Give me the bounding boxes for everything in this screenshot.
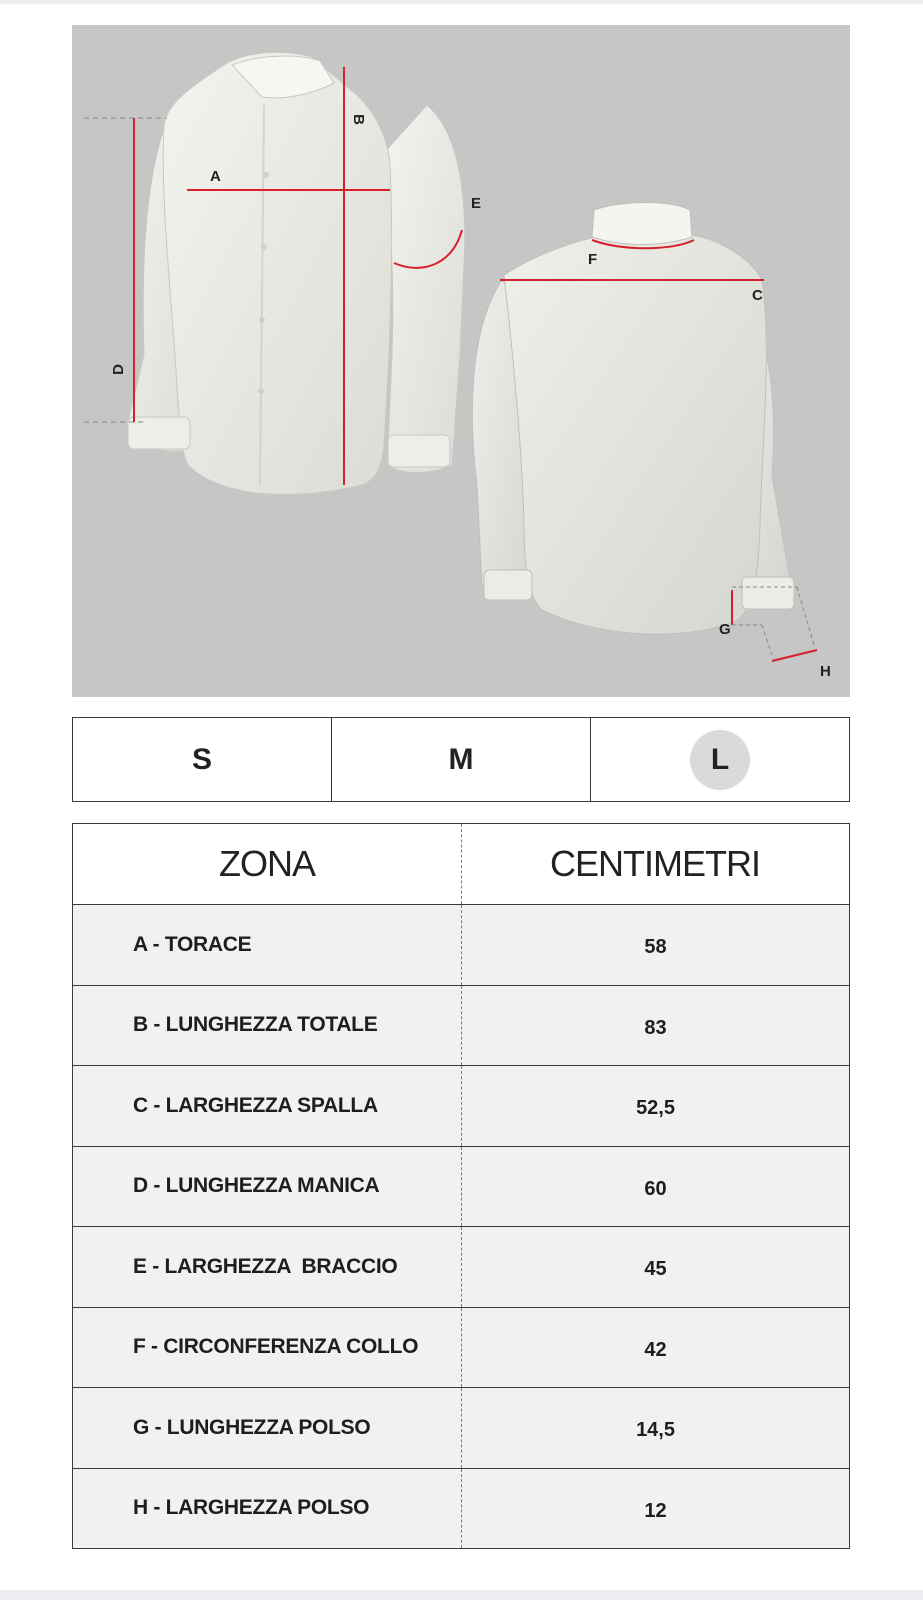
zone-value: 12	[644, 1499, 667, 1522]
column-divider	[461, 1227, 462, 1307]
zone-value: 45	[644, 1258, 667, 1281]
zone-value: 60	[644, 1177, 667, 1200]
column-divider	[461, 986, 462, 1066]
zone-name: H - LARGHEZZA POLSO	[133, 1496, 370, 1520]
column-divider	[461, 824, 462, 904]
table-row	[73, 1227, 849, 1308]
zone-value: 58	[644, 936, 667, 959]
table-row	[73, 1308, 849, 1389]
table-row	[73, 1066, 849, 1147]
size-table	[72, 823, 850, 1549]
label-g: G	[719, 621, 731, 638]
table-row	[73, 1147, 849, 1228]
zone-name: C - LARGHEZZA SPALLA	[133, 1093, 378, 1117]
label-h: H	[820, 663, 831, 680]
zone-value: 52,5	[636, 1097, 675, 1120]
size-option-s[interactable]	[73, 718, 332, 801]
column-divider	[461, 1147, 462, 1227]
size-option-l-label: L	[690, 730, 750, 790]
label-e: E	[471, 195, 482, 212]
zone-value: 83	[644, 1016, 667, 1039]
size-option-m[interactable]	[332, 718, 591, 801]
label-d: D	[109, 364, 127, 375]
label-f: F	[588, 251, 598, 268]
column-divider	[461, 1308, 462, 1388]
size-option-l[interactable]	[591, 718, 849, 801]
table-row	[73, 1469, 849, 1549]
zone-value: 14,5	[636, 1419, 675, 1442]
front-shirt	[127, 52, 465, 494]
header-centimetri: CENTIMETRI	[550, 843, 760, 884]
label-b: B	[349, 114, 367, 125]
column-divider	[461, 1469, 462, 1549]
size-selector	[72, 717, 850, 802]
zone-name: A - TORACE	[133, 932, 252, 956]
zone-name: F - CIRCONFERENZA COLLO	[133, 1335, 419, 1359]
bottom-strip	[0, 1590, 923, 1600]
zone-name: D - LUNGHEZZA MANICA	[133, 1174, 380, 1198]
size-option-m-label: M	[448, 742, 474, 776]
zone-name: B - LUNGHEZZA TOTALE	[133, 1013, 378, 1037]
table-row	[73, 986, 849, 1067]
table-header	[73, 824, 849, 905]
label-c: C	[752, 287, 763, 304]
table-row	[73, 905, 849, 986]
zone-name: G - LUNGHEZZA POLSO	[133, 1415, 371, 1439]
column-divider	[461, 905, 462, 985]
zone-value: 42	[644, 1338, 667, 1361]
column-divider	[461, 1066, 462, 1146]
header-zone: ZONA	[218, 843, 315, 884]
shirt-illustration	[72, 25, 850, 697]
zone-name: E - LARGHEZZA BRACCIO	[133, 1254, 398, 1278]
table-row	[73, 1388, 849, 1469]
label-a: A	[210, 168, 221, 185]
shirt-measurement-diagram	[72, 25, 850, 697]
size-option-s-label: S	[191, 742, 212, 776]
back-shirt	[472, 203, 794, 635]
top-strip	[0, 0, 923, 4]
column-divider	[461, 1388, 462, 1468]
